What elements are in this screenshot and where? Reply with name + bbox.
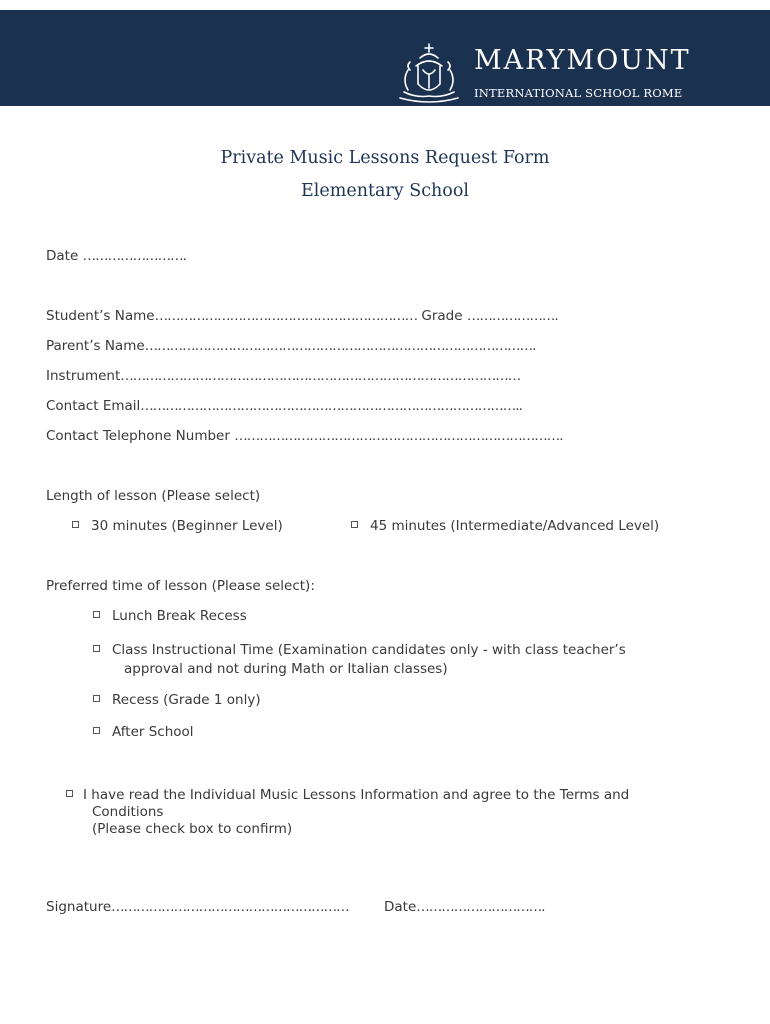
phone-field[interactable] — [46, 426, 563, 446]
phone-dots: ……………………………………………………………………. — [234, 428, 563, 444]
length-option-label: 30 minutes (Beginner Level) — [91, 518, 283, 534]
instrument-label: Instrument — [46, 368, 121, 384]
school-crest-icon — [396, 40, 462, 106]
checkbox-icon[interactable] — [93, 727, 100, 734]
grade-label: Grade — [421, 308, 463, 324]
agree-terms-line1: I have read the Individual Music Lessons Information and agree to the Terms and — [83, 787, 630, 803]
student-name-field[interactable] — [46, 306, 558, 326]
signature-date-field[interactable] — [384, 897, 545, 917]
parent-name-field[interactable] — [46, 336, 535, 356]
length-option-45[interactable] — [351, 516, 659, 536]
length-option-label: 45 minutes (Intermediate/Advanced Level) — [370, 518, 660, 534]
school-name: MARYMOUNT — [474, 45, 691, 76]
email-field[interactable] — [46, 396, 522, 416]
time-heading: Preferred time of lesson (Please select): — [46, 578, 315, 594]
date-dots: ……………………. — [82, 248, 186, 264]
time-option-label: Recess (Grade 1 only) — [112, 692, 261, 708]
checkbox-icon[interactable] — [93, 645, 100, 652]
time-option-lunch[interactable] — [93, 606, 247, 626]
checkbox-icon[interactable] — [93, 611, 100, 618]
email-dots: ……………………………………………………………………………….. — [140, 398, 522, 414]
date-label: Date — [46, 248, 79, 264]
signature-dots: ………………………………………………… — [111, 899, 349, 915]
time-option-label: Class Instructional Time (Examination candidates only - with class teacher’s — [112, 642, 626, 658]
agree-terms-line2: Conditions — [92, 804, 164, 820]
grade-dots: …………………. — [466, 308, 558, 324]
time-option-recess[interactable] — [93, 690, 261, 710]
student-name-label: Student’s Name — [46, 308, 155, 324]
time-option-class-continuation: approval and not during Math or Italian classes) — [124, 661, 448, 677]
parent-name-label: Parent’s Name — [46, 338, 145, 354]
signature-label: Signature — [46, 899, 112, 915]
time-option-after-school[interactable] — [93, 722, 194, 742]
checkbox-icon[interactable] — [93, 695, 100, 702]
email-label: Contact Email — [46, 398, 141, 414]
instrument-dots: …………………………………………………………………………………… — [120, 368, 521, 384]
checkbox-icon[interactable] — [351, 521, 358, 528]
phone-label: Contact Telephone Number — [46, 428, 230, 444]
agree-terms-note: (Please check box to confirm) — [92, 821, 293, 837]
agree-terms-option[interactable] — [66, 785, 629, 805]
time-option-label: Lunch Break Recess — [112, 608, 247, 624]
date-field[interactable] — [46, 246, 186, 266]
instrument-field[interactable] — [46, 366, 520, 386]
checkbox-icon[interactable] — [72, 521, 79, 528]
signature-date-label: Date — [384, 899, 417, 915]
checkbox-icon[interactable] — [66, 790, 73, 797]
time-option-class[interactable] — [93, 640, 626, 660]
time-option-label: After School — [112, 724, 194, 740]
signature-field[interactable] — [46, 897, 349, 917]
parent-name-dots: …………………………………………………………………………………. — [144, 338, 536, 354]
header-banner — [0, 10, 770, 106]
student-name-dots: ……………………………………………………… — [154, 308, 418, 324]
length-option-30[interactable] — [72, 516, 283, 536]
signature-date-dots: …………………………. — [416, 899, 545, 915]
form-title: Private Music Lessons Request Form — [220, 148, 550, 168]
length-heading: Length of lesson (Please select) — [46, 488, 261, 504]
form-subtitle: Elementary School — [301, 181, 469, 201]
school-subtitle: INTERNATIONAL SCHOOL ROME — [474, 86, 683, 100]
